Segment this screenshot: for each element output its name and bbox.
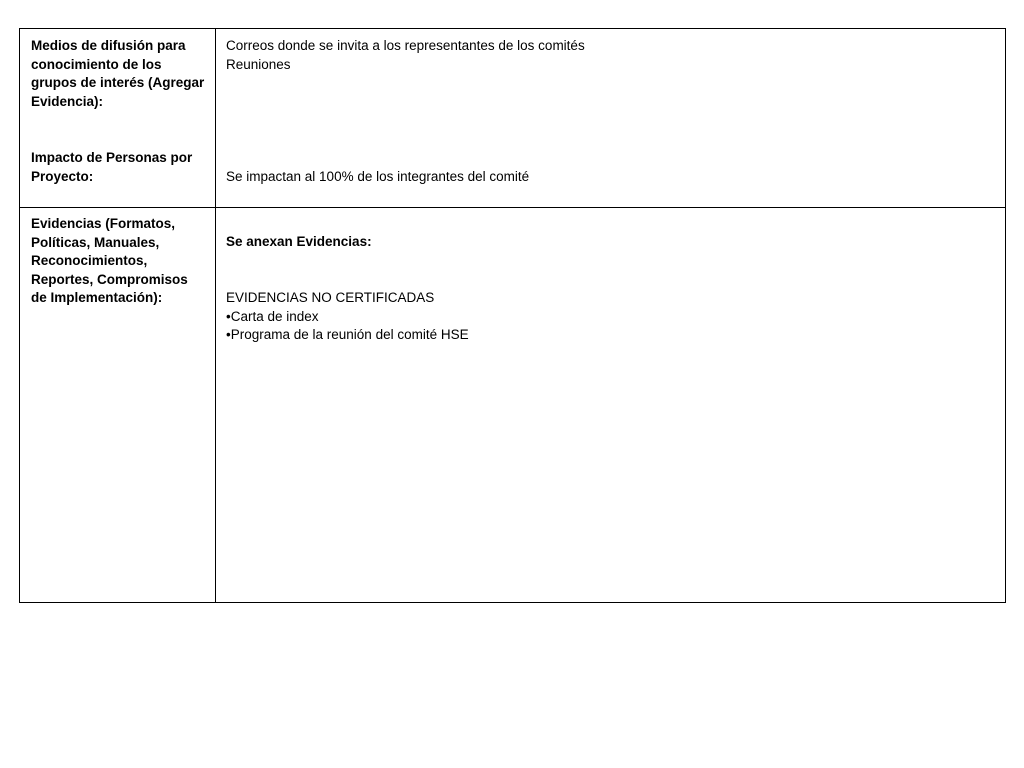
- bullet-icon: •: [226, 308, 231, 324]
- list-item: •Programa de la reunión del comité HSE: [226, 327, 469, 343]
- evidence-list: [226, 289, 469, 345]
- label-cell-dissemination: [20, 29, 216, 208]
- evidence-table: [19, 28, 1006, 603]
- label-dissemination-media: Medios de difusión para conocimiento de los grupos de interés (Agregar Evidencia):: [31, 38, 205, 109]
- evidence-heading: Se anexan Evidencias:: [226, 234, 372, 249]
- list-item: •Carta de index: [226, 308, 319, 324]
- label-people-impact: Impacto de Personas por Proyecto:: [31, 150, 193, 184]
- evidence-subheading: EVIDENCIAS NO CERTIFICADAS: [226, 290, 435, 305]
- value-cell-evidence: [216, 208, 1006, 603]
- table-row-evidence: [20, 208, 1006, 603]
- value-dissemination-media: Correos donde se invita a los representantes de los comités Reuniones: [226, 38, 585, 72]
- label-evidence-types: Evidencias (Formatos, Políticas, Manuales, Reconocimientos, Reportes, Compromisos de Implementación):: [31, 216, 188, 306]
- value-people-impact: Se impactan al 100% de los integrantes del comité: [226, 169, 530, 184]
- table-row-dissemination: [20, 29, 1006, 208]
- bullet-icon: •: [226, 327, 231, 343]
- label-cell-evidence: [20, 208, 216, 603]
- value-cell-dissemination: [216, 29, 1006, 208]
